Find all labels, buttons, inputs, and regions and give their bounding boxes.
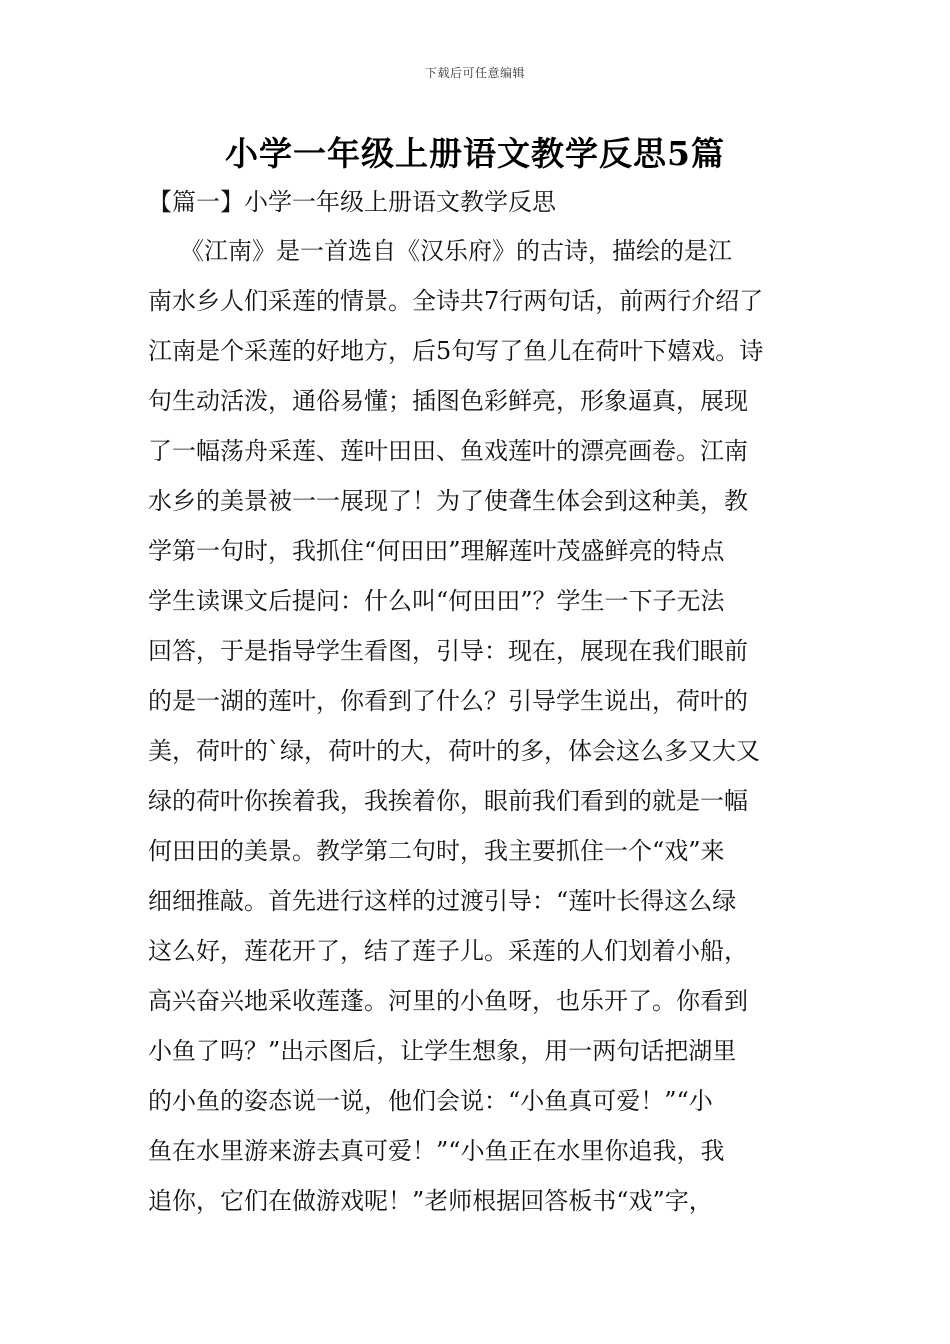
body-text <box>148 231 808 1231</box>
body-line: 鱼在水里游来游去真可爱！”“小鱼正在水里你追我，我 <box>148 1137 725 1165</box>
body-line: 《江南》是一首选自《汉乐府》的古诗，描绘的是江 <box>180 237 732 265</box>
body-line: 的是一湖的莲叶，你看到了什么？引导学生说出，荷叶的 <box>148 687 748 715</box>
body-line: 何田田的美景。教学第二句时，我主要抓住一个“戏”来 <box>148 837 725 865</box>
body-line: 了一幅荡舟采莲、莲叶田田、鱼戏莲叶的漂亮画卷。江南 <box>148 437 748 465</box>
body-line: 追你，它们在做游戏呢！”老师根据回答板书“戏”字， <box>148 1187 713 1215</box>
body-line: 句生动活泼，通俗易懂；插图色彩鲜亮，形象逼真，展现 <box>148 387 748 415</box>
body-line: 南水乡人们采莲的情景。全诗共7行两句话，前两行介绍了 <box>148 287 764 315</box>
body-line: 水乡的美景被一一展现了！为了使聋生体会到这种美，教 <box>148 487 748 515</box>
body-line: 高兴奋兴地采收莲蓬。河里的小鱼呀，也乐开了。你看到 <box>148 987 748 1015</box>
body-line: 绿的荷叶你挨着我，我挨着你，眼前我们看到的就是一幅 <box>148 787 748 815</box>
body-line: 回答，于是指导学生看图，引导：现在，展现在我们眼前 <box>148 637 748 665</box>
body-line: 的小鱼的姿态说一说，他们会说：“小鱼真可爱！”“小 <box>148 1087 713 1115</box>
body-line: 江南是个采莲的好地方，后5句写了鱼儿在荷叶下嬉戏。诗 <box>148 337 764 365</box>
document-title: 小学一年级上册语文教学反思5篇 <box>225 134 725 173</box>
header-note: 下载后可任意编辑 <box>424 66 525 80</box>
body-line: 美，荷叶的`绿，荷叶的大，荷叶的多，体会这么多又大又 <box>148 737 760 765</box>
body-line: 这么好，莲花开了，结了莲子儿。采莲的人们划着小船， <box>148 937 748 965</box>
body-line: 学生读课文后提问：什么叫“何田田”？学生一下子无法 <box>148 587 725 615</box>
body-line: 小鱼了吗？”出示图后，让学生想象，用一两句话把湖里 <box>148 1037 737 1065</box>
section-heading: 【篇一】小学一年级上册语文教学反思 <box>148 188 556 216</box>
body-line: 细细推敲。首先进行这样的过渡引导：“莲叶长得这么绿 <box>148 887 737 915</box>
body-line: 学第一句时，我抓住“何田田”理解莲叶茂盛鲜亮的特点 <box>148 537 725 565</box>
